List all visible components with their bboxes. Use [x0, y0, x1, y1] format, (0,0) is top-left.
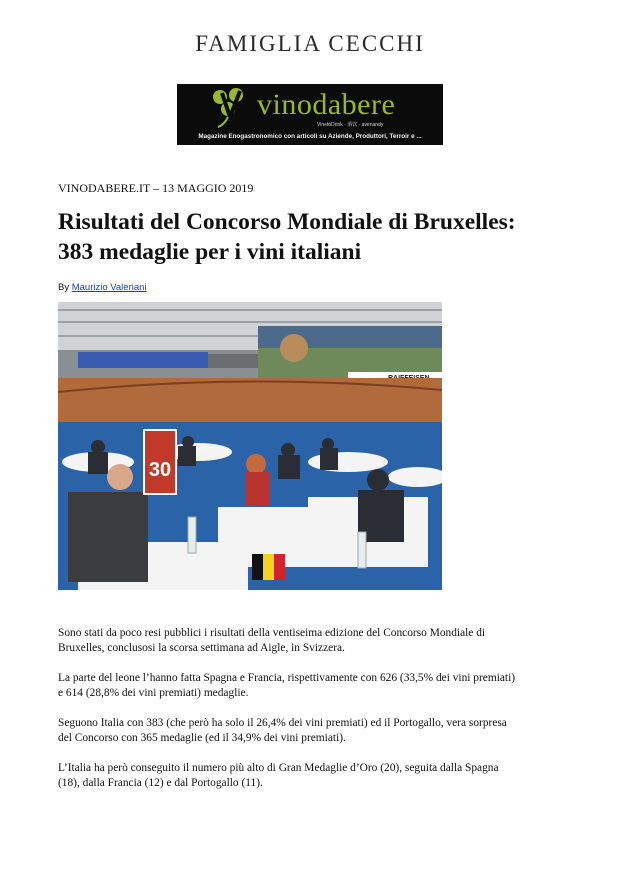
article-paragraph: [58, 626, 578, 656]
byline-prefix: By: [58, 282, 70, 293]
article-body: [58, 626, 578, 806]
article-dateline: VINODABERE.IT – 13 MAGGIO 2019: [58, 181, 254, 195]
headline-line: Risultati del Concorso Mondiale di Bruxelles:: [58, 209, 516, 235]
banner-languages: VinetoDrink · 酒饮 · avenandy: [317, 122, 384, 128]
author-link[interactable]: Maurizio Valeriani: [71, 282, 147, 293]
article-paragraph: [58, 671, 578, 701]
paragraph-line: e 614 (28,8% dei vini premiati) medaglie.: [58, 687, 249, 699]
article-photo: [58, 302, 442, 590]
paragraph-line: La parte del leone l’hanno fatta Spagna e Francia, rispettivamente con 626 (33,5% dei vini premiati): [58, 672, 516, 684]
article-headline: [58, 207, 578, 267]
paragraph-line: Bruxelles, conclusosi la scorsa settimana ad Aigle, in Svizzera.: [58, 642, 345, 654]
paragraph-line: Sono stati da poco resi pubblici i risultati della ventiseima edizione del Concorso Mondiale di: [58, 627, 486, 639]
banner-title: vinodabere: [257, 88, 396, 121]
paragraph-line: L’Italia ha però conseguito il numero più alto di Gran Medaglie d’Oro (20), seguita dalla Spagna: [58, 762, 499, 774]
vinodabere-banner[interactable]: [177, 84, 443, 145]
grape-logo-icon: [210, 87, 254, 131]
paragraph-line: Seguono Italia con 383 (che però ha solo il 26,4% dei vini premiati) ed il Portogallo, vera sorpresa: [58, 717, 507, 729]
paragraph-line: del Concorso con 365 medaglie (ed il 34,9% dei vini premiati).: [58, 732, 346, 744]
brand-logo-text: FAMIGLIA CECCHI: [195, 31, 425, 56]
headline-line: 383 medaglie per i vini italiani: [58, 239, 362, 265]
photo-sign-number: 30: [148, 459, 172, 481]
paragraph-line: (18), dalla Francia (12) e dal Portogallo (11).: [58, 777, 263, 789]
article-paragraph: [58, 716, 578, 746]
article-paragraph: [58, 761, 578, 791]
article-byline: [58, 282, 147, 293]
banner-tagline: Magazine Enogastronomico con articoli su Aziende, Produttori, Terroir e ...: [198, 133, 422, 140]
